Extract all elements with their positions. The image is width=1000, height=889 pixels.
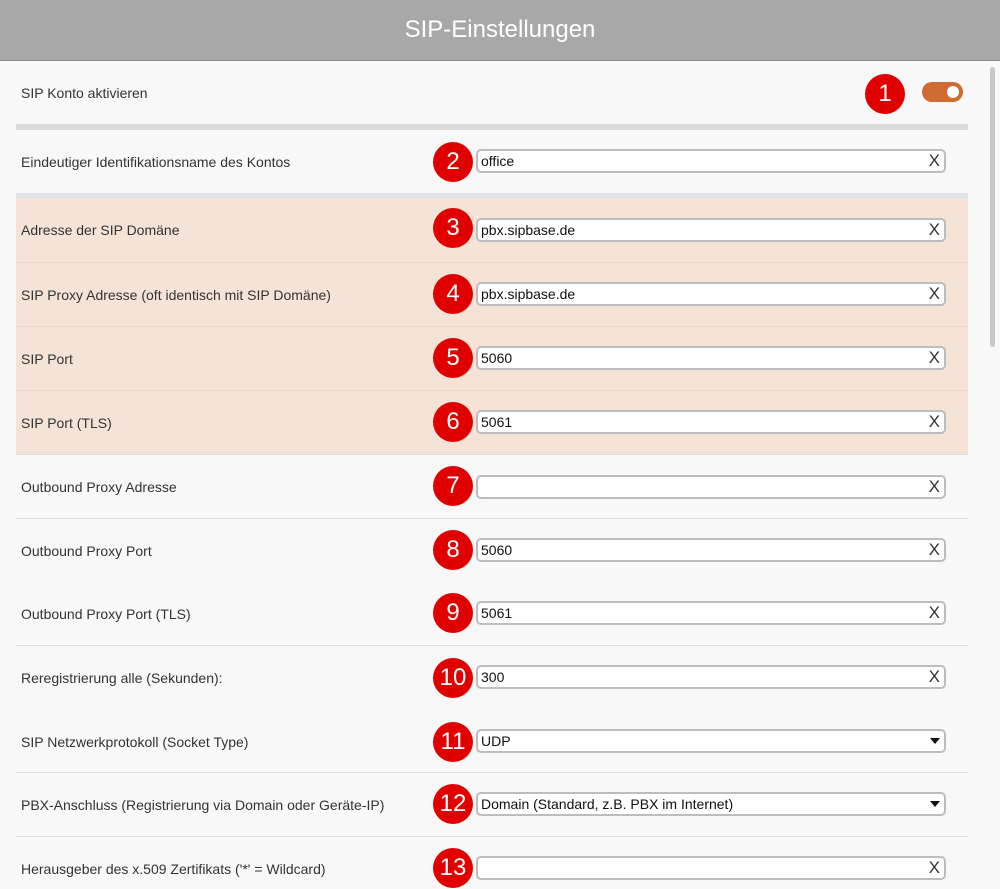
certificate-issuer-input[interactable] [476,856,946,880]
field-label: Eindeutiger Identifikationsname des Kontos [21,153,291,170]
step-badge: 6 [433,402,473,442]
row-enable-sip-account [16,61,968,124]
field-label: Reregistrierung alle (Sekunden): [21,669,223,686]
clear-icon[interactable]: X [928,540,940,559]
clear-icon[interactable]: X [928,667,940,686]
toggle-knob [947,86,959,98]
step-badge: 8 [433,530,473,570]
step-badge: 12 [433,784,473,824]
sip-domain-input[interactable] [476,218,946,242]
step-badge: 2 [433,142,473,182]
sip-proxy-input[interactable] [476,282,946,306]
enable-sip-toggle[interactable] [922,82,963,102]
input-value: pbx.sipbase.de [481,222,576,238]
outbound-proxy-port-tls-input[interactable] [476,601,946,625]
field-label: Outbound Proxy Port [21,542,152,559]
clear-icon[interactable]: X [928,603,940,622]
sip-port-tls-input[interactable] [476,410,946,434]
step-badge: 10 [433,658,473,698]
page-title: SIP-Einstellungen [404,16,596,43]
step-badge: 1 [865,74,905,114]
app-header [0,0,1000,61]
field-label: SIP Port (TLS) [21,414,112,431]
reregistration-interval-input[interactable] [476,665,946,689]
step-badge: 11 [433,722,473,762]
input-value: pbx.sipbase.de [481,286,576,302]
clear-icon[interactable]: X [928,348,940,367]
scrollbar-thumb[interactable] [990,67,995,347]
clear-icon[interactable]: X [928,151,940,170]
step-badge: 3 [433,208,473,248]
socket-type-select[interactable] [476,729,946,753]
clear-icon[interactable]: X [928,858,940,877]
input-value: 5061 [481,605,513,621]
input-value: 5060 [481,350,513,366]
outbound-proxy-port-input[interactable] [476,538,946,562]
clear-icon[interactable]: X [928,220,940,239]
chevron-down-icon [930,738,940,744]
vertical-scrollbar[interactable] [988,61,1000,889]
input-value: office [481,153,515,169]
account-id-name-input[interactable] [476,149,946,173]
field-label: Outbound Proxy Port (TLS) [21,605,191,622]
field-label: SIP Konto aktivieren [21,84,148,101]
clear-icon[interactable]: X [928,412,940,431]
step-badge: 9 [433,593,473,633]
field-label: SIP Port [21,350,73,367]
step-badge: 13 [433,848,473,888]
step-badge: 4 [433,274,473,314]
step-badge: 5 [433,338,473,378]
field-label: SIP Proxy Adresse (oft identisch mit SIP Domäne) [21,286,331,303]
chevron-down-icon [930,801,940,807]
select-value: Domain (Standard, z.B. PBX im Internet) [481,796,734,812]
field-label: Adresse der SIP Domäne [21,222,180,238]
sip-port-input[interactable] [476,346,946,370]
pbx-connection-select[interactable] [476,792,946,816]
input-value: 5061 [481,414,513,430]
field-label: Outbound Proxy Adresse [21,478,177,495]
field-label: Herausgeber des x.509 Zertifikats ('*' = Wildcard) [21,861,326,877]
field-label: SIP Netzwerkprotokoll (Socket Type) [21,733,249,750]
input-value: 300 [481,669,505,685]
field-label: PBX-Anschluss (Registrierung via Domain oder Geräte-IP) [21,796,385,813]
clear-icon[interactable]: X [928,477,940,496]
step-badge: 7 [433,466,473,506]
select-value: UDP [481,733,511,749]
clear-icon[interactable]: X [928,284,940,303]
outbound-proxy-address-input[interactable] [476,475,946,499]
input-value: 5060 [481,542,513,558]
